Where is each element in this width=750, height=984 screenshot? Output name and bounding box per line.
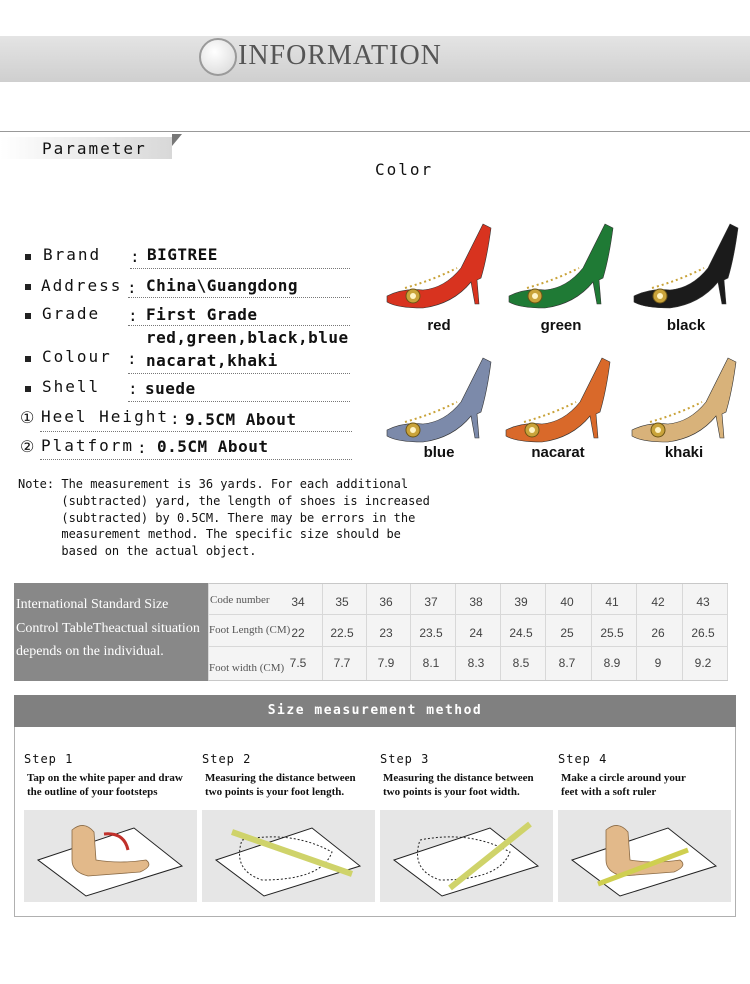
- caption-line-3: depends on the individual.: [16, 644, 164, 659]
- grade-value: First Grade: [146, 305, 258, 324]
- parameter-divider: [0, 131, 750, 132]
- foot-width-header: Foot width (CM): [209, 662, 285, 674]
- size-cell-foot-length: 22.5: [330, 626, 354, 640]
- row-divider: [40, 431, 352, 432]
- address-label: Address: [41, 276, 123, 295]
- step-3-description: Measuring the distance between two points is your foot width.: [383, 772, 534, 798]
- step-1-description: Tap on the white paper and draw the outline of your footsteps: [27, 772, 183, 798]
- colour-value-line1: red,green,black,blue: [146, 328, 349, 347]
- step-2-illustration: [202, 810, 375, 902]
- colour-value-line2: nacarat,khaki: [146, 351, 278, 370]
- size-cell-foot-length: 23: [379, 626, 393, 640]
- colon: :: [128, 379, 140, 398]
- address-value: China\Guangdong: [146, 276, 298, 295]
- colon: :: [130, 247, 142, 266]
- step-3-illustration: [380, 810, 553, 902]
- row-divider: [128, 297, 350, 298]
- circle-ornament-icon: [199, 38, 237, 76]
- row-divider: [128, 401, 350, 402]
- size-cell-code: 37: [424, 595, 438, 609]
- size-cell-foot-width: 8.5: [512, 656, 530, 670]
- size-cell-code: 39: [514, 595, 528, 609]
- grid-line: [208, 584, 209, 680]
- shoe-green-image: [505, 218, 617, 313]
- measurement-note: Note: The measurement is 36 yards. For each additional (subtracted) yard, the length of shoes is increased (subtracted) by 0.5CM. There may be errors in the measurement method. The specific size should be based on the actual object.: [18, 477, 430, 559]
- caption-line-1: International Standard Size: [16, 597, 169, 612]
- row-divider: [40, 459, 352, 460]
- size-cell-code: 41: [605, 595, 619, 609]
- measurement-title: Size measurement method: [267, 703, 483, 718]
- brand-value: BIGTREE: [147, 245, 218, 264]
- circled-two-icon: ②: [20, 437, 35, 456]
- size-cell-foot-width: 8.3: [467, 656, 485, 670]
- caption-line-2: Control TableTheactual situation: [16, 621, 200, 636]
- grid-line: [208, 646, 728, 647]
- colon: :: [137, 438, 149, 457]
- colon: :: [170, 409, 182, 428]
- heel-height-label: Heel Height: [41, 407, 169, 426]
- step-4-illustration: [558, 810, 731, 902]
- code-number-header: Code number: [210, 594, 270, 606]
- size-cell-code: 35: [335, 595, 349, 609]
- step-4-description: Make a circle around your feet with a soft ruler: [561, 772, 686, 798]
- grid-line: [545, 584, 546, 680]
- shoe-black-image: [630, 218, 742, 313]
- heel-height-value: 9.5CM About: [185, 410, 297, 429]
- shoe-red-label: red: [427, 317, 451, 334]
- foot-length-header: Foot Length (CM): [209, 624, 291, 636]
- brand-label: Brand: [43, 245, 102, 264]
- bullet-icon: [25, 386, 31, 392]
- circled-one-icon: ①: [20, 408, 35, 427]
- size-cell-code: 43: [696, 595, 710, 609]
- shoe-blue-label: blue: [423, 444, 455, 461]
- size-cell-code: 40: [560, 595, 574, 609]
- size-cell-foot-width: 7.9: [377, 656, 395, 670]
- size-cell-foot-width: 9.2: [694, 656, 712, 670]
- step-1-illustration: [24, 810, 197, 902]
- step-1-label: Step 1: [24, 752, 74, 766]
- size-cell-foot-length: 24: [469, 626, 483, 640]
- size-cell-foot-length: 26: [651, 626, 665, 640]
- tab-notch: [172, 134, 182, 146]
- shoe-khaki-image: [628, 352, 740, 447]
- row-divider: [130, 268, 350, 269]
- colour-label: Colour: [42, 347, 112, 366]
- bullet-icon: [25, 254, 31, 260]
- colon: :: [128, 306, 140, 325]
- grid-line: [636, 584, 637, 680]
- row-divider: [128, 325, 350, 326]
- platform-label: Platform: [41, 436, 135, 455]
- size-cell-foot-width: 7.7: [333, 656, 351, 670]
- grid-line: [208, 614, 728, 615]
- shoe-green-label: green: [540, 317, 582, 334]
- shell-value: suede: [145, 379, 196, 398]
- row-divider: [128, 373, 350, 374]
- size-cell-foot-length: 26.5: [691, 626, 715, 640]
- platform-value: 0.5CM About: [157, 437, 269, 456]
- colon: :: [127, 278, 139, 297]
- size-cell-foot-width: 9: [654, 656, 662, 670]
- size-cell-foot-length: 23.5: [419, 626, 443, 640]
- colon: :: [127, 349, 139, 368]
- size-cell-foot-length: 25: [560, 626, 574, 640]
- size-cell-foot-length: 22: [291, 626, 305, 640]
- color-title: Color: [375, 160, 434, 179]
- shell-label: Shell: [42, 377, 101, 396]
- size-cell-foot-width: 8.1: [422, 656, 440, 670]
- size-cell-foot-width: 7.5: [289, 656, 307, 670]
- shoe-khaki-label: khaki: [664, 444, 704, 461]
- bullet-icon: [25, 284, 31, 290]
- step-2-label: Step 2: [202, 752, 252, 766]
- step-2-description: Measuring the distance between two points is your foot length.: [205, 772, 356, 798]
- size-cell-code: 38: [469, 595, 483, 609]
- size-cell-foot-length: 24.5: [509, 626, 533, 640]
- size-cell-code: 34: [291, 595, 305, 609]
- step-4-label: Step 4: [558, 752, 608, 766]
- size-cell-foot-width: 8.9: [603, 656, 621, 670]
- shoe-blue-image: [383, 352, 495, 447]
- bullet-icon: [25, 356, 31, 362]
- shoe-red-image: [383, 218, 495, 313]
- shoe-nacarat-image: [502, 352, 614, 447]
- step-3-label: Step 3: [380, 752, 430, 766]
- size-cell-foot-length: 25.5: [600, 626, 624, 640]
- grid-line: [727, 584, 728, 680]
- bullet-icon: [25, 313, 31, 319]
- size-cell-code: 42: [651, 595, 665, 609]
- shoe-black-label: black: [666, 317, 706, 334]
- parameter-title: Parameter: [42, 139, 147, 158]
- information-title: INFORMATION: [238, 40, 442, 71]
- grade-label: Grade: [42, 304, 101, 323]
- size-cell-code: 36: [379, 595, 393, 609]
- size-cell-foot-width: 8.7: [558, 656, 576, 670]
- shoe-nacarat-label: nacarat: [531, 444, 585, 461]
